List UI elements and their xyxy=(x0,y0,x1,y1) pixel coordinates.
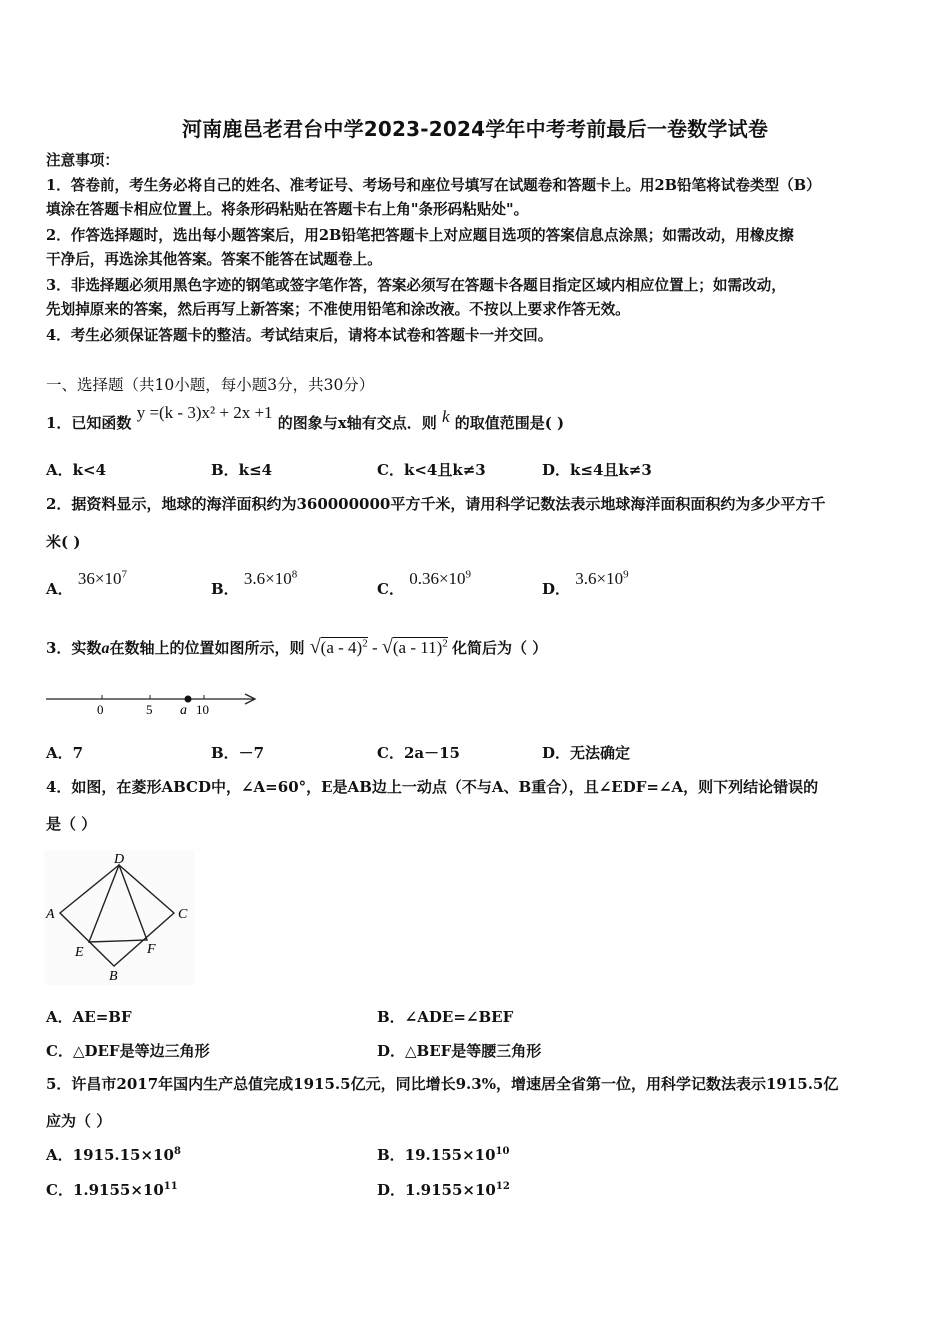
page-title: 河南鹿邑老君台中学2023-2024学年中考考前最后一卷数学试卷 xyxy=(181,117,769,141)
label-d: D xyxy=(114,852,125,867)
notice-line: 干净后，再选涂其他答案。答案不能答在试题卷上。 xyxy=(46,251,382,268)
question-3 xyxy=(46,636,547,660)
q5-option-b[interactable]: B．$19.155\times 10^{10}$ xyxy=(377,1146,510,1164)
q4-line2: 是（ ） xyxy=(46,815,97,833)
q1-k: k xyxy=(441,407,450,426)
q1-option-a[interactable]: A．k<4 xyxy=(46,461,107,479)
tick-label-a: a xyxy=(180,703,187,718)
q1-option-d[interactable]: D．k≤4且k≠3 xyxy=(542,461,652,479)
q2-option-a[interactable] xyxy=(46,568,127,600)
q3-var: a xyxy=(101,640,110,657)
point-a xyxy=(185,696,192,703)
q3-option-a[interactable]: A．7 xyxy=(46,744,84,762)
q1-pre: 1．已知函数 xyxy=(46,414,132,432)
tick-label-0: 0 xyxy=(97,702,104,717)
q5-line2: 应为（ ） xyxy=(46,1112,112,1130)
q3-option-c[interactable]: C．2a－15 xyxy=(377,744,460,762)
q1-post: 的取值范围是( ) xyxy=(454,414,565,432)
q3-option-b[interactable]: B．－7 xyxy=(211,744,265,762)
question-1 xyxy=(46,403,565,434)
q2-option-c-value: $0.36\times 10^9$ xyxy=(409,568,472,588)
q1-mid: 的图象与x轴有交点．则 xyxy=(277,414,437,432)
q3-formula: √(a - 4)$^2$ - √(a - 11)$^2$ xyxy=(309,636,448,658)
rhombus-figure xyxy=(44,850,196,986)
q4-option-b[interactable]: B．∠ADE=∠BEF xyxy=(377,1008,514,1026)
notice-heading: 注意事项： xyxy=(46,152,119,169)
q5-line1: 5．许昌市2017年国内生产总值完成1915.5亿元，同比增长9.3%，增速居全省第一位，用科学记数法表示1915.5亿 xyxy=(46,1075,839,1093)
notice-line: 先划掉原来的答案，然后再写上新答案；不准使用铅笔和涂改液。不按以上要求作答无效。 xyxy=(46,301,630,318)
q1-formula: y =(k - 3)x² + 2x +1 xyxy=(136,403,273,422)
q2-option-d-label: D． xyxy=(542,580,571,598)
q3-pre: 3．实数 xyxy=(46,639,102,657)
label-e: E xyxy=(75,945,84,960)
q4-option-d[interactable]: D．△BEF是等腰三角形 xyxy=(377,1042,542,1060)
notice-line: 2．作答选择题时，选出每小题答案后，用2B铅笔把答题卡上对应题目选项的答案信息点涂黑；如需改动，用橡皮擦 xyxy=(46,227,794,244)
q2-option-b-value: $3.6\times 10^8$ xyxy=(243,568,298,588)
q3-option-d[interactable]: D．无法确定 xyxy=(542,744,631,762)
label-a: A xyxy=(46,907,55,922)
q5-option-c[interactable]: C．$1.9155\times 10^{11}$ xyxy=(46,1181,178,1199)
q3-post: 化简后为（ ） xyxy=(452,639,548,657)
q2-option-d[interactable] xyxy=(542,568,629,600)
tick-label-5: 5 xyxy=(146,702,153,717)
label-f: F xyxy=(147,942,156,957)
label-b: B xyxy=(109,969,118,984)
notice-line: 填涂在答题卡相应位置上。将条形码粘贴在答题卡右上角"条形码粘贴处"。 xyxy=(46,201,529,218)
q4-option-c[interactable]: C．△DEF是等边三角形 xyxy=(46,1042,210,1060)
q5-option-a[interactable]: A．$1915.15\times 10^8$ xyxy=(46,1146,181,1164)
q1-option-c[interactable]: C．k<4且k≠3 xyxy=(377,461,486,479)
notice-line: 3．非选择题必须用黑色字迹的钢笔或签字笔作答，答案必须写在答题卡各题目指定区域内相应位置上；如需改动， xyxy=(46,277,786,294)
q5-option-d[interactable]: D．$1.9155\times 10^{12}$ xyxy=(377,1181,510,1199)
q2-option-c[interactable] xyxy=(377,568,472,600)
q3-mid: 在数轴上的位置如图所示，则 xyxy=(109,639,305,657)
q2-option-a-label: A． xyxy=(46,580,73,598)
notice-line: 4．考生必须保证答题卡的整洁。考试结束后，请将本试卷和答题卡一并交回。 xyxy=(46,327,553,344)
section-heading: 一、选择题（共10小题，每小题3分，共30分） xyxy=(46,376,375,394)
q1-option-b[interactable]: B．k≤4 xyxy=(211,461,273,479)
q2-line1: 2．据资料显示，地球的海洋面积约为360000000平方千米，请用科学记数法表示地球海洋面积面积约为多少平方千 xyxy=(46,495,826,513)
q4-line1: 4．如图，在菱形ABCD中，∠A=60°，E是AB边上一动点（不与A、B重合），且∠EDF=∠A，则下列结论错误的 xyxy=(46,778,819,796)
q2-line2: 米( ) xyxy=(46,533,81,551)
tick-label-10: 10 xyxy=(196,702,209,717)
figure-background xyxy=(44,850,195,985)
q2-option-a-value: $36\times 10^7$ xyxy=(77,568,127,588)
q2-option-c-label: C． xyxy=(377,580,404,598)
notice-line: 1．答卷前，考生务必将自己的姓名、准考证号、考场号和座位号填写在试题卷和答题卡上。用2B铅笔将试卷类型（B） xyxy=(46,177,821,194)
label-c: C xyxy=(178,907,188,922)
q2-option-b-label: B． xyxy=(211,580,239,598)
q2-option-b[interactable] xyxy=(211,568,298,600)
q2-option-d-value: $3.6\times 10^9$ xyxy=(575,568,629,588)
number-line-figure xyxy=(44,688,264,720)
q4-option-a[interactable]: A．AE=BF xyxy=(46,1008,132,1026)
